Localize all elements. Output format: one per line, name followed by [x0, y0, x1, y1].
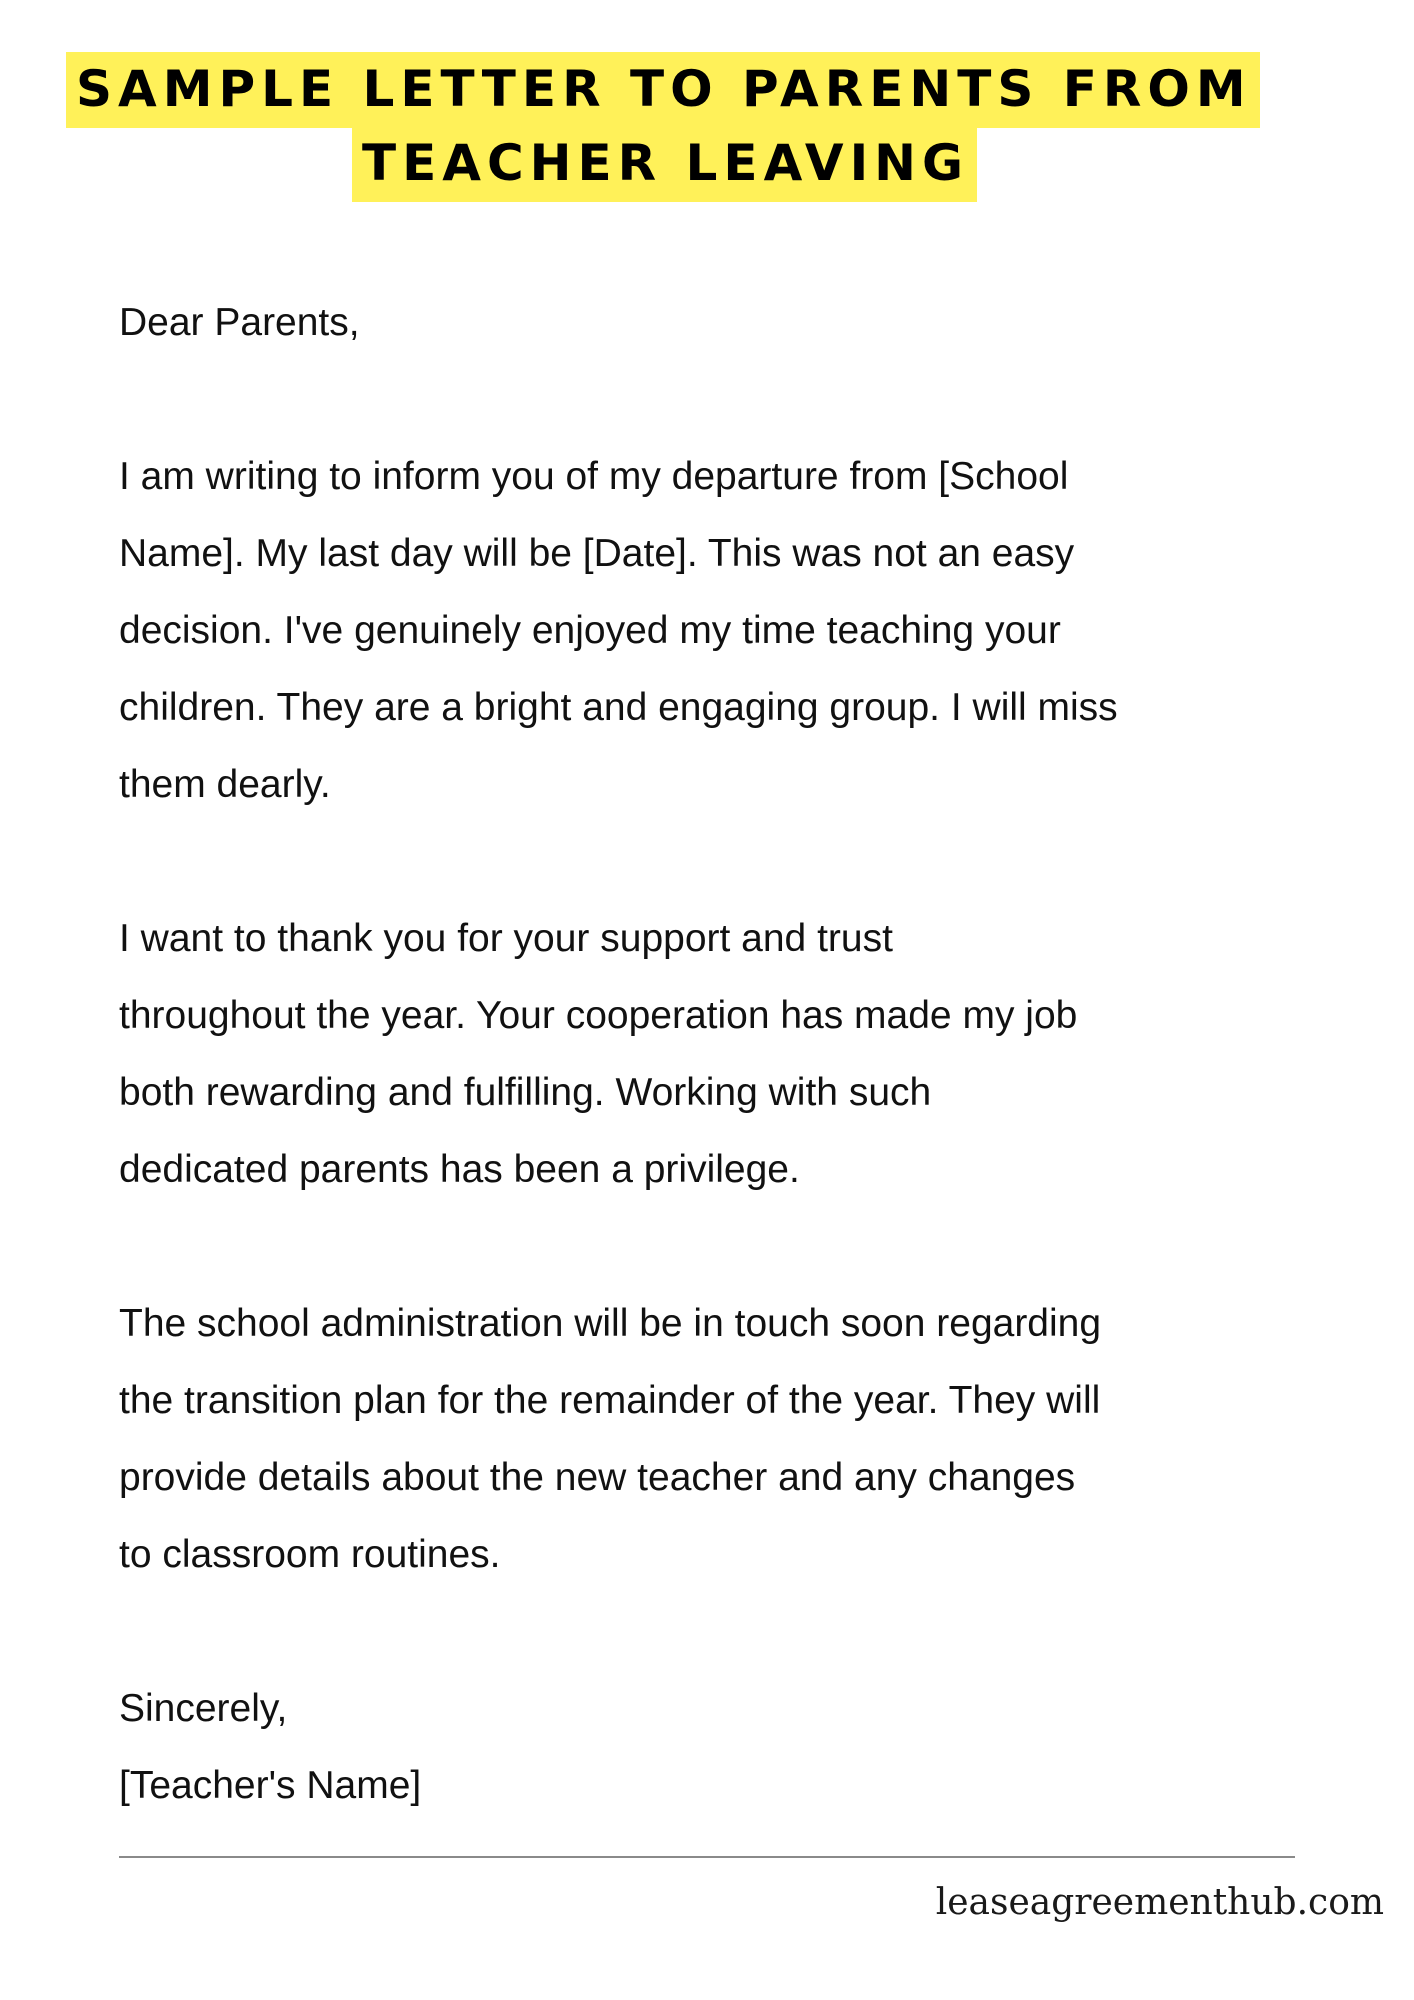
paragraph-line: them dearly.	[119, 763, 331, 806]
paragraph-line: I want to thank you for your support and trust	[119, 917, 893, 960]
footer-divider	[119, 1856, 1295, 1858]
letter-closing: Sincerely,	[119, 1687, 288, 1730]
paragraph-line: provide details about the new teacher and any changes	[119, 1456, 1076, 1499]
letter-salutation: Dear Parents,	[119, 301, 360, 344]
paragraph-line: the transition plan for the remainder of the year. They will	[119, 1379, 1101, 1422]
paragraph-line: decision. I've genuinely enjoyed my time teaching your	[119, 609, 1061, 652]
paragraph-line: children. They are a bright and engaging group. I will miss	[119, 686, 1118, 729]
letter-paragraph-1	[119, 438, 1349, 823]
footer-website[interactable]: leaseagreementhub.com	[935, 1882, 1384, 1923]
letter-body	[119, 284, 1349, 1824]
paragraph-line: dedicated parents has been a privilege.	[119, 1148, 800, 1191]
title-line-2: TEACHER LEAVING	[352, 126, 977, 202]
letter-paragraph-2	[119, 900, 1349, 1208]
paragraph-line: Name]. My last day will be [Date]. This was not an easy	[119, 532, 1075, 575]
letter-signature: [Teacher's Name]	[119, 1764, 422, 1807]
paragraph-line: The school administration will be in touch soon regarding	[119, 1302, 1102, 1345]
paragraph-line: throughout the year. Your cooperation has made my job	[119, 994, 1078, 1037]
title-line-1: SAMPLE LETTER TO PARENTS FROM	[66, 52, 1260, 128]
paragraph-line: both rewarding and fulfilling. Working with such	[119, 1071, 932, 1114]
paragraph-line: to classroom routines.	[119, 1533, 501, 1576]
paragraph-line: I am writing to inform you of my departure from [School	[119, 455, 1069, 498]
letter-paragraph-3	[119, 1285, 1349, 1593]
